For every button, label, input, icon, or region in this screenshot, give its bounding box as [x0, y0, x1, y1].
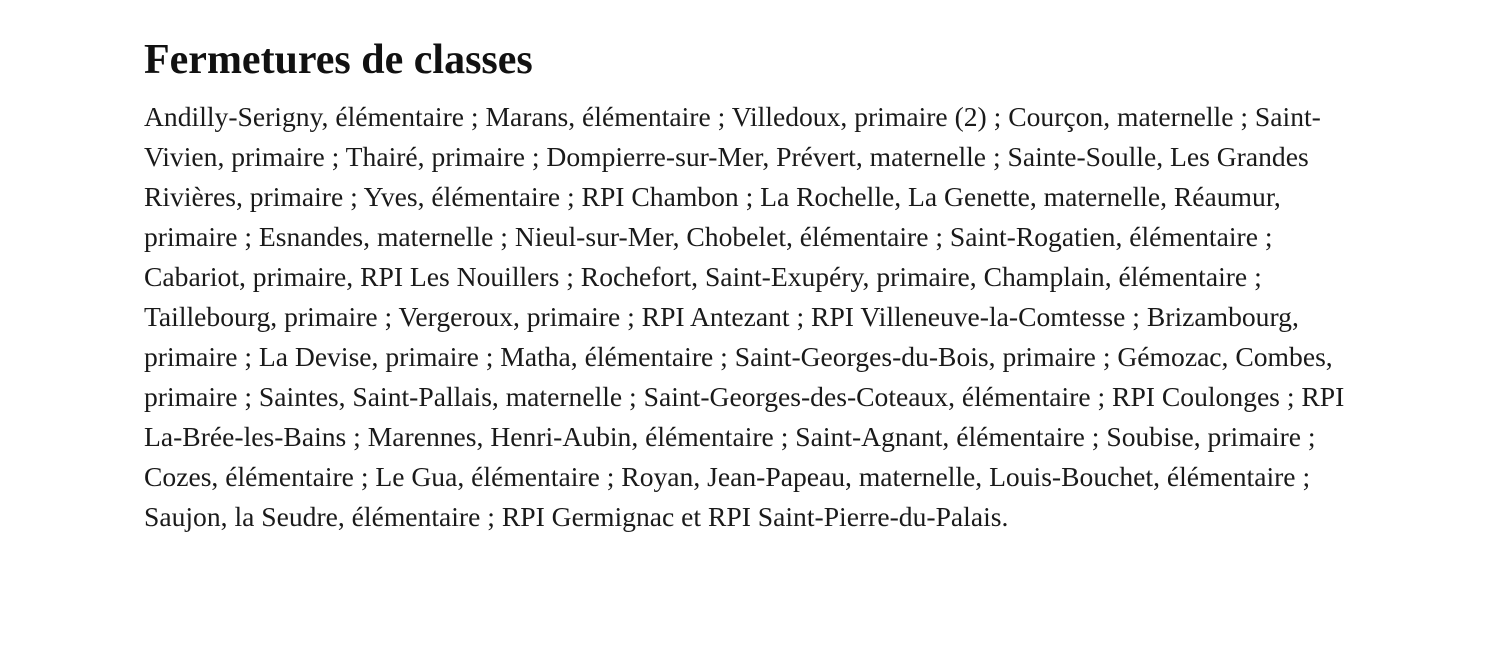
- article: [144, 30, 1360, 537]
- section-title: Fermetures de classes: [144, 37, 533, 83]
- closures-paragraph: Andilly-Serigny, élémentaire ; Marans, élémentaire ; Villedoux, primaire (2) ; Courçon, maternelle ; Saint-Vivien, primaire ; Thairé, primaire ; Dompierre-sur-Mer, Prévert, maternelle ; Sainte-Soulle, Les Grandes Rivières, primaire ; Yves, élémentaire ; RPI Chambon ; La Rochelle, La Genette, maternelle, Réaumur, primaire ; Esnandes, maternelle ; Nieul-sur-Mer, Chobelet, élémentaire ; Saint-Rogatien, élémentaire ; Cabariot, primaire, RPI Les Nouillers ; Rochefort, Saint-Exupéry, primaire, Champlain, élémentaire ; Taillebourg, primaire ; Vergeroux, primaire ; RPI Antezant ; RPI Villeneuve-la-Comtesse ; Brizambourg, primaire ; La Devise, primaire ; Matha, élémentaire ; Saint-Georges-du-Bois, primaire ; Gémozac, Combes, primaire ; Saintes, Saint-Pallais, maternelle ; Saint-Georges-des-Coteaux, élémentaire ; RPI Coulonges ; RPI La-Brée-les-Bains ; Marennes, Henri-Aubin, élémentaire ; Saint-Agnant, élémentaire ; Soubise, primaire ; Cozes, élémentaire ; Le Gua, élémentaire ; Royan, Jean-Papeau, maternelle, Louis-Bouchet, élémentaire ; Saujon, la Seudre, élémentaire ; RPI Germignac et RPI Saint-Pierre-du-Palais.: [144, 101, 1345, 532]
